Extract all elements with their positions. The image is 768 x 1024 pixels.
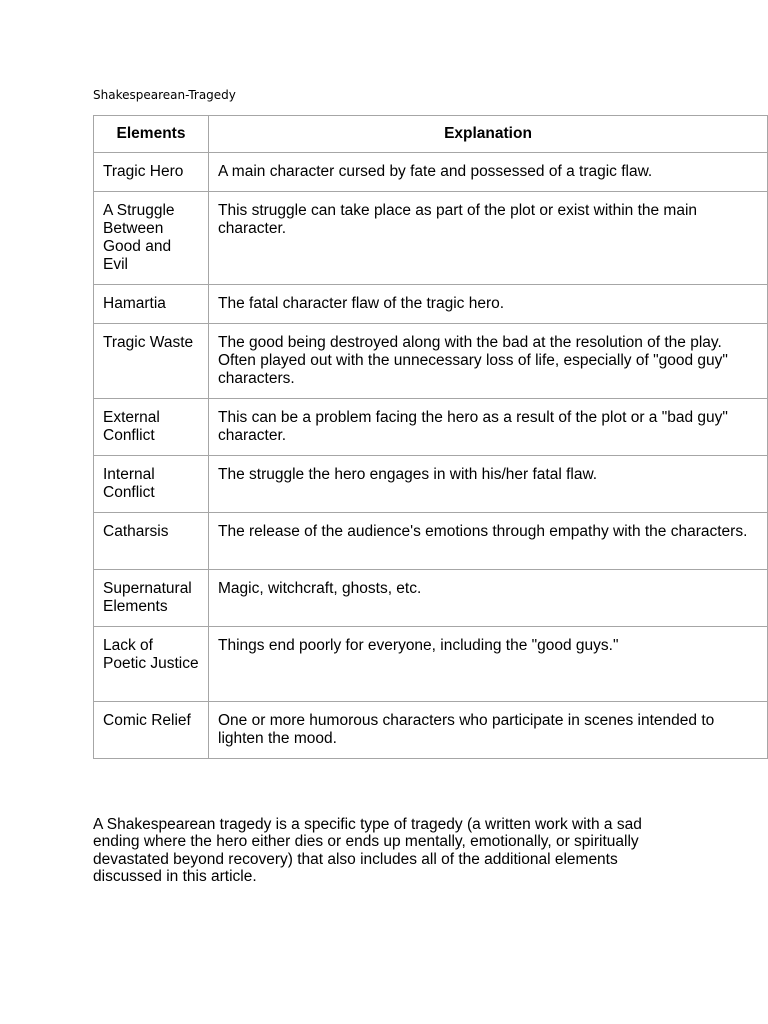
table-row [94, 570, 768, 627]
table-row [94, 399, 768, 456]
element-cell: Lack of Poetic Justice [94, 627, 209, 702]
table-row [94, 285, 768, 324]
element-cell: External Conflict [94, 399, 209, 456]
explanation-cell: Things end poorly for everyone, including the "good guys." [209, 627, 768, 702]
table-row [94, 702, 768, 759]
table-row [94, 192, 768, 285]
tragedy-elements-table [93, 115, 768, 759]
explanation-cell: A main character cursed by fate and possessed of a tragic flaw. [209, 153, 768, 192]
explanation-cell: Magic, witchcraft, ghosts, etc. [209, 570, 768, 627]
element-cell: Hamartia [94, 285, 209, 324]
explanation-cell: One or more humorous characters who participate in scenes intended to lighten the mood. [209, 702, 768, 759]
explanation-cell: The struggle the hero engages in with his/her fatal flaw. [209, 456, 768, 513]
element-cell: Supernatural Elements [94, 570, 209, 627]
element-cell: Tragic Hero [94, 153, 209, 192]
table-header-row [94, 116, 768, 153]
element-cell: Internal Conflict [94, 456, 209, 513]
explanation-cell: This struggle can take place as part of the plot or exist within the main character. [209, 192, 768, 285]
table-row [94, 627, 768, 702]
explanation-cell: The good being destroyed along with the bad at the resolution of the play. Often played out with the unnecessary loss of life, especially of "good guy" characters. [209, 324, 768, 399]
element-cell: A Struggle Between Good and Evil [94, 192, 209, 285]
column-header-explanation: Explanation [209, 116, 768, 153]
column-header-elements: Elements [94, 116, 209, 153]
table-row [94, 456, 768, 513]
element-cell: Catharsis [94, 513, 209, 570]
element-cell: Comic Relief [94, 702, 209, 759]
table-row [94, 153, 768, 192]
element-cell: Tragic Waste [94, 324, 209, 399]
explanation-cell: The fatal character flaw of the tragic hero. [209, 285, 768, 324]
explanation-cell: This can be a problem facing the hero as a result of the plot or a "bad guy" character. [209, 399, 768, 456]
table-row [94, 324, 768, 399]
document-heading: Shakespearean-Tragedy [93, 88, 236, 102]
table-row [94, 513, 768, 570]
explanation-cell: The release of the audience's emotions through empathy with the characters. [209, 513, 768, 570]
summary-paragraph: A Shakespearean tragedy is a specific type of tragedy (a written work with a sad ending where the hero either dies or ends up mentally, emotionally, or spiritually devastated beyond recovery) that also includes all of the additional elements discussed in this article. [93, 815, 642, 885]
